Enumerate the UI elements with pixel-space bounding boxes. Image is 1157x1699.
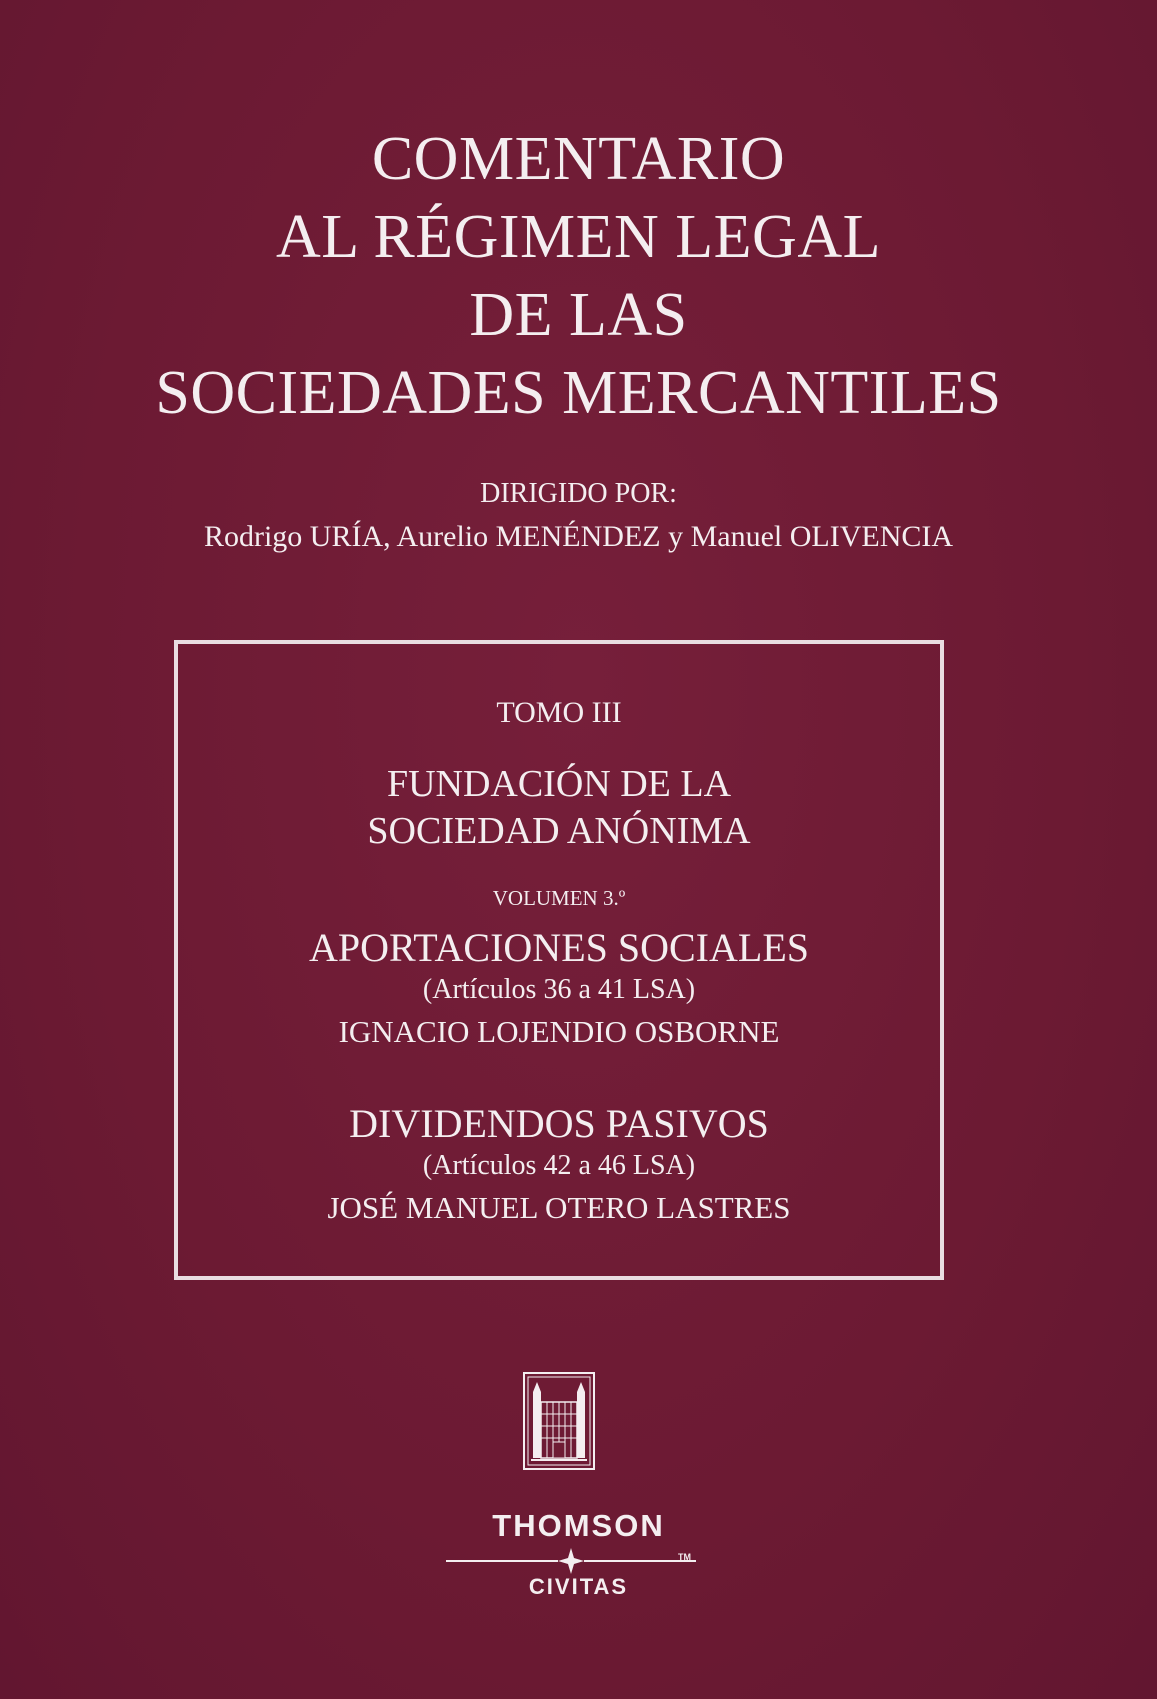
main-title bbox=[0, 120, 1157, 432]
title-line-4: SOCIEDADES MERCANTILES bbox=[155, 359, 1002, 427]
title-line-1: COMENTARIO bbox=[371, 125, 786, 193]
publisher-name: THOMSON bbox=[492, 1508, 665, 1543]
content-frame bbox=[174, 640, 944, 1280]
star-divider-icon bbox=[446, 1546, 696, 1576]
directors-names: Rodrigo URÍA, Aurelio MENÉNDEZ y Manuel OLIVENCIA bbox=[203, 520, 954, 553]
title-line-2: AL RÉGIMEN LEGAL bbox=[276, 203, 881, 271]
fundacion-line-2: SOCIEDAD ANÓNIMA bbox=[367, 810, 751, 852]
aportaciones-articles: (Artículos 36 a 41 LSA) bbox=[422, 974, 696, 1005]
directed-by-label: DIRIGIDO POR: bbox=[480, 478, 677, 509]
dividendos-author: JOSÉ MANUEL OTERO LASTRES bbox=[327, 1190, 791, 1225]
title-line-3: DE LAS bbox=[469, 281, 688, 349]
dividendos-title: DIVIDENDOS PASIVOS bbox=[349, 1101, 769, 1146]
publisher-sub: CIVITAS bbox=[528, 1574, 629, 1599]
aportaciones-title: APORTACIONES SOCIALES bbox=[309, 925, 809, 970]
fundacion-line-1: FUNDACIÓN DE LA bbox=[386, 763, 732, 805]
tomo-label: TOMO III bbox=[496, 696, 622, 729]
trademark-mark: TM bbox=[678, 1552, 691, 1562]
aportaciones-author: IGNACIO LOJENDIO OSBORNE bbox=[338, 1014, 780, 1049]
publisher-seal-icon bbox=[523, 1372, 595, 1470]
volumen-label: VOLUMEN 3.º bbox=[492, 886, 626, 910]
dividendos-articles: (Artículos 42 a 46 LSA) bbox=[422, 1150, 696, 1181]
